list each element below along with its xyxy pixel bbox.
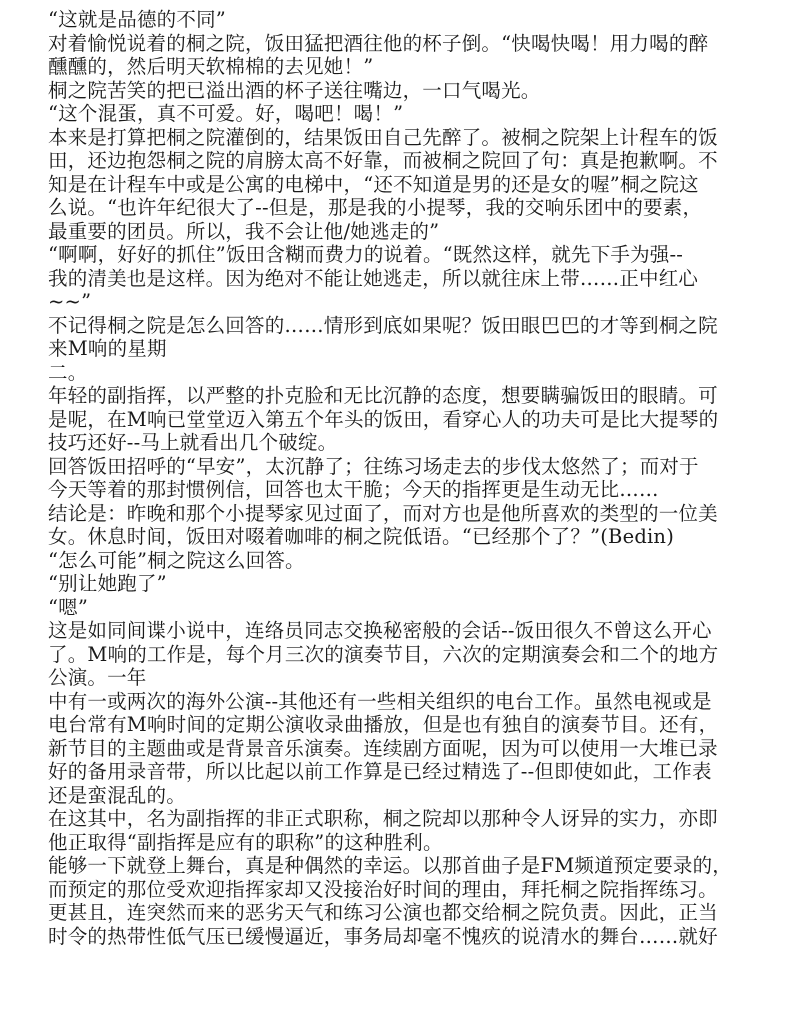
text-line: 电台常有M响时间的定期公演收录曲播放，但是也有独自的演奏节目。还有，: [48, 713, 719, 736]
text-line: 他正取得“副指挥是应有的职称”的这种胜利。: [48, 830, 443, 854]
text-line: 我的清美也是这样。因为绝对不能让她逃走，所以就往床上带……正中红心: [48, 266, 699, 290]
text-line: 技巧还好--马上就看出几个破绽。: [48, 431, 338, 454]
text-line: 结论是：昨晚和那个小提琴家见过面了，而对方也是他所喜欢的类型的一位美: [48, 501, 718, 525]
text-line: 来M响的星期: [48, 337, 167, 360]
text-line: 知是在计程车中或是公寓的电梯中，“还不知道是男的还是女的喔”桐之院这: [48, 172, 699, 196]
document-page: [48, 8, 792, 948]
text-line: 女。休息时间，饭田对啜着咖啡的桐之院低语。“已经那个了？”(Bedin): [48, 525, 675, 548]
text-line: 而预定的那位受欢迎指挥家却又没接治好时间的理由，拜托桐之院指挥练习。: [48, 877, 718, 901]
text-line: 这是如同间谍小说中，连络员同志交换秘密般的会话--饭田很久不曾这么开心: [48, 619, 712, 642]
text-line: 田，还边抱怨桐之院的肩膀太高不好靠，而被桐之院回了句：真是抱歉啊。不: [48, 149, 718, 172]
text-line: 时令的热带性低气压已缓慢逼近，事务局却毫不愧疚的说清水的舞台……就好: [48, 924, 718, 948]
text-line: 回答饭田招呼的“早安”，太沉静了；往练习场走去的步伐太悠然了；而对于: [48, 454, 699, 478]
text-line: ~~”: [48, 290, 92, 313]
text-line: 年轻的副指挥，以严整的扑克脸和无比沉静的态度，想要瞒骗饭田的眼睛。可: [48, 384, 718, 407]
text-line: “嗯”: [48, 595, 89, 619]
text-line: “这就是品德的不同”: [48, 8, 226, 31]
text-line: 最重要的团员。所以，我不会让他/她逃走的”: [48, 219, 440, 243]
text-line: 新节目的主题曲或是背景音乐演奏。连续剧方面呢，因为可以使用一大堆已录: [48, 736, 718, 760]
text-line: 桐之院苦笑的把已溢出酒的杯子送往嘴边，一口气喝光。: [48, 78, 541, 102]
text-line: “怎么可能”桐之院这么回答。: [48, 548, 305, 572]
text-line: 今天等着的那封惯例信，回答也太干脆；今天的指挥更是生动无比……: [48, 478, 659, 501]
text-line: 本来是打算把桐之院灌倒的，结果饭田自己先醉了。被桐之院架上计程车的饭: [48, 125, 718, 149]
text-line: “别让她跑了”: [48, 572, 167, 595]
text-line: “这个混蛋，真不可爱。好，喝吧！喝！”: [48, 102, 404, 125]
text-line: 二。: [48, 360, 88, 384]
text-line: 好的备用录音带，所以比起以前工作算是已经过精选了--但即使如此，工作表: [48, 760, 712, 783]
text-line: 更甚且，连突然而来的恶劣天气和练习公演也都交给桐之院负责。因此，正当: [48, 901, 718, 924]
text-line: 在这其中，名为副指挥的非正式职称，桐之院却以那种令人讶异的实力，亦即: [48, 807, 718, 830]
text-line: 不记得桐之院是怎么回答的……情形到底如果呢？饭田眼巴巴的才等到桐之院: [48, 313, 718, 337]
text-line: 是呢，在M响已堂堂迈入第五个年头的饭田，看穿心人的功夫可是比大提琴的: [48, 407, 719, 431]
text-line: 还是蛮混乱的。: [48, 783, 186, 807]
text-line: “啊啊，好好的抓住”饭田含糊而费力的说着。“既然这样，就先下手为强--: [48, 243, 684, 266]
text-line: 么说。“也许年纪很大了--但是，那是我的小提琴，我的交响乐团中的要素，: [48, 196, 703, 219]
text-line: 了。M响的工作是，每个月三次的演奏节目，六次的定期演奏会和二个的地方: [48, 642, 719, 666]
text-line: 醺醺的，然后明天软棉棉的去见她！”: [48, 55, 374, 78]
text-line: 能够一下就登上舞台，真是种偶然的幸运。以那首曲子是FM频道预定要录的，: [48, 854, 732, 877]
text-line: 中有一或两次的海外公演--其他还有一些相关组织的电台工作。虽然电视或是: [48, 689, 712, 713]
text-line: 对着愉悦说着的桐之院，饭田猛把酒往他的杯子倒。“快喝快喝！用力喝的醉: [48, 31, 709, 55]
text-line: 公演。一年: [48, 666, 147, 689]
